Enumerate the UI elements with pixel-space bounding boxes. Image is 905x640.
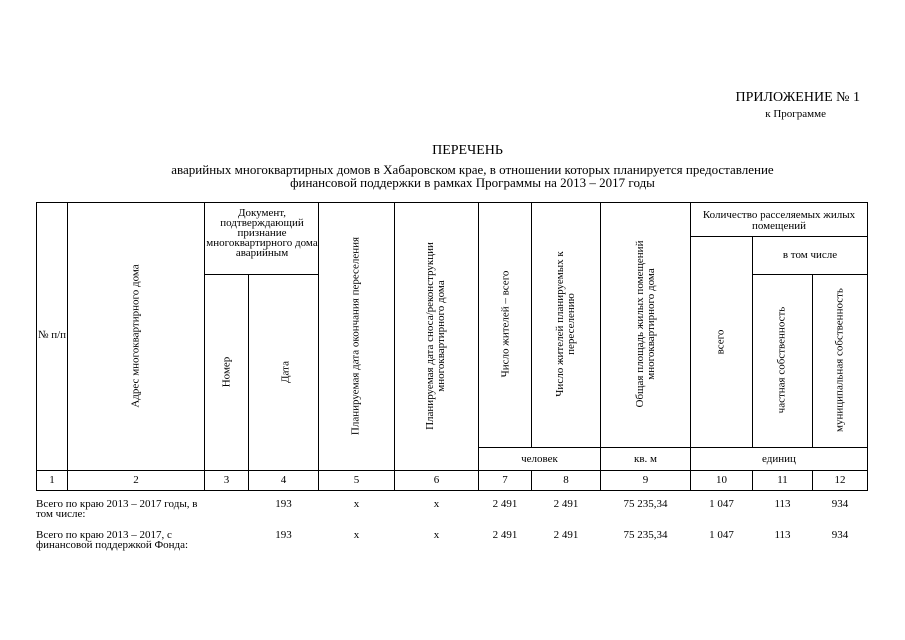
col-number: 9: [642, 474, 649, 486]
col-number: 4: [280, 474, 287, 486]
unit-sqm: кв. м: [634, 452, 657, 465]
cell-doc-date: 193: [275, 498, 292, 510]
col-number: 11: [777, 474, 788, 486]
row-label: Всего по краю 2013 – 2017, с финансовой поддержкой Фонда:: [36, 529, 189, 551]
annex-number: ПРИЛОЖЕНИЕ № 1: [735, 90, 860, 105]
cell-premises-total: 1 047: [709, 498, 734, 510]
header-private: частная собственность: [775, 306, 788, 414]
cell-residents-total: 2 491: [492, 498, 518, 510]
header-residents-total: Число жителей – всего: [499, 270, 512, 378]
cell-private: 113: [774, 529, 791, 541]
cell-residents-total: 2 491: [492, 529, 518, 541]
cell-municipal: 934: [831, 529, 849, 541]
col-number: 1: [49, 474, 55, 486]
col-number: 2: [133, 474, 139, 486]
col-number: 6: [433, 474, 440, 486]
col-number: 5: [353, 474, 360, 486]
cell-total-area: 75 235,34: [623, 498, 668, 510]
header-resettle-end: Планируемая дата окончания переселения: [349, 236, 362, 436]
cell-private: 113: [774, 498, 791, 510]
cell-demolition: x: [433, 498, 440, 510]
unit-units: единиц: [762, 452, 796, 465]
col-number: 12: [834, 474, 846, 486]
header-demolition: Планируемая дата сноса/реконструкции многоквартирного дома: [424, 242, 447, 430]
unit-people: человек: [521, 452, 558, 465]
col-number: 10: [716, 474, 727, 486]
header-num: № п/п: [37, 328, 67, 341]
header-premises-incl: в том числе: [782, 249, 838, 261]
col-number: 7: [502, 474, 508, 486]
cell-total-area: 75 235,34: [623, 529, 668, 541]
header-premises-total: всего: [714, 329, 727, 355]
row-label: Всего по краю 2013 – 2017 годы, в том числе:: [36, 498, 198, 520]
header-total-area: Общая площадь жилых помещений многоквартирного дома: [634, 240, 657, 408]
cell-residents-planned: 2 491: [553, 529, 579, 541]
document-title: ПЕРЕЧЕНЬ: [432, 143, 503, 158]
cell-residents-planned: 2 491: [553, 498, 579, 510]
col-number: 3: [223, 474, 230, 486]
cell-doc-date: 193: [275, 529, 292, 541]
annex-subtitle: к Программе: [765, 108, 826, 120]
cell-municipal: 934: [831, 498, 849, 510]
cell-resettle-end: x: [353, 498, 360, 510]
col-number: 8: [563, 474, 569, 486]
cell-premises-total: 1 047: [709, 529, 734, 541]
header-premises-group: Количество расселяемых жилых помещений: [702, 209, 856, 232]
cell-resettle-end: x: [353, 529, 360, 541]
header-residents-planned: Число жителей планируемых к переселению: [554, 251, 577, 397]
header-document-group: Документ, подтверждающий признание многоквартирного дома аварийным: [206, 207, 318, 259]
subtitle-line-1: аварийных многоквартирных домов в Хабаровском крае, в отношении которых планируется предоставление: [171, 162, 774, 177]
header-municipal: муниципальная собственность: [833, 288, 846, 432]
header-doc-number: Номер: [220, 356, 233, 388]
header-address: Адрес многоквартирного дома: [129, 264, 142, 408]
cell-demolition: x: [433, 529, 440, 541]
subtitle-line-2: финансовой поддержки в рамках Программы на 2013 – 2017 годы: [290, 175, 655, 190]
header-doc-date: Дата: [279, 361, 292, 383]
